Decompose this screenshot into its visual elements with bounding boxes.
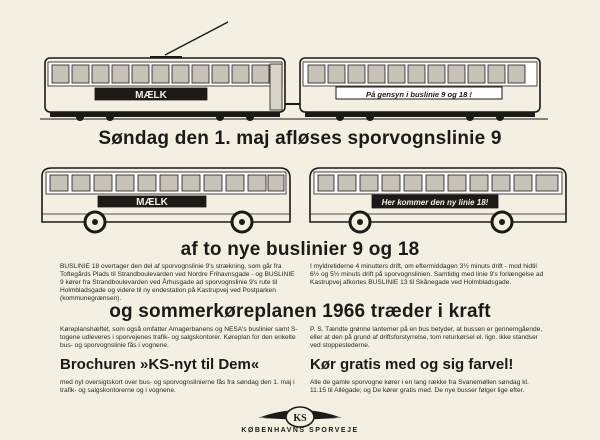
tram-ad-text: MÆLK <box>135 90 167 101</box>
paragraph-farewell: Alle de gamle sporvogne kører i en lang række fra Svanemøllen søndag kl. 11.15 til Allégade; og De kører gratis med. De nye busser følger lige efter. <box>310 379 529 394</box>
headline-farewell: Kør gratis med og sig farvel! <box>310 356 514 373</box>
paragraph-frequency: I myldretiderne 4 minutters drift, om eftermiddagen 3½ minuts drift - mod hidtil 6½ og 5½ minuts drift på sporvognslinien. Samtidig med linie 9's forlængelse ad Kastrupvej afkortes BUSLINIE 13 til Skånegade ved Holmbladsgade. <box>310 263 544 286</box>
paragraph-brochure: med nyt oversigtskort over bus- og sporvognslinierne fås fra søndag den 1. maj i trafik- og salgskontorerne og i vognene. <box>60 379 295 394</box>
headline-timetable: og sommerkøreplanen 1966 træder i kraft <box>109 301 491 322</box>
tram-banner-text: På gensyn i buslinie 9 og 18 ! <box>366 90 472 99</box>
ks-logo <box>258 407 342 427</box>
company-name: KØBENHAVNS SPORVEJE <box>241 427 359 434</box>
headline-brochure: Brochuren »KS-nyt til Dem« <box>60 356 260 373</box>
paragraph-lanterns: P. S. Tændte grønne lanterner på en bus betyder, at bussen er gennemgående, eller at den på grund af driftsforstyrrelse, tom returkørsel el. lign. ikke standser ved stoppestederne. <box>310 326 543 349</box>
paragraph-timetable: Køreplanshæftet, som også omfatter Amagerbanens og NESA's buslinier samt S-togene udleveres i sporvejenes trafik- og salgskontorer. Køreplan for den enkelte bus- og sporvognslinie fås i vognene. <box>60 326 298 349</box>
headline-new-buslines: af to nye buslinier 9 og 18 <box>180 239 420 260</box>
ks-monogram: KS <box>293 413 307 424</box>
tram-illustration <box>40 22 548 121</box>
bus-banner-text: Her kommer den ny linie 18! <box>381 198 489 207</box>
paragraph-buslines: BUSLINIE 18 overtager den del af sporvognslinie 9's strækning, som går fra Toftegårds Plads til Strandboulevarden ved Nordre Frihavnsgade - og BUSLINIE 9 kører fra Strandboulevarden ved Århusgade ad sporvognslinie 9's rute til Holmbladsgade og videre til ny endestation på Kastrupvej ved Postparken (kommunegrænsen). <box>60 263 295 302</box>
bus-ad-text: MÆLK <box>136 197 168 208</box>
headline-main: Søndag den 1. maj afløses sporvognslinie 9 <box>98 128 502 149</box>
